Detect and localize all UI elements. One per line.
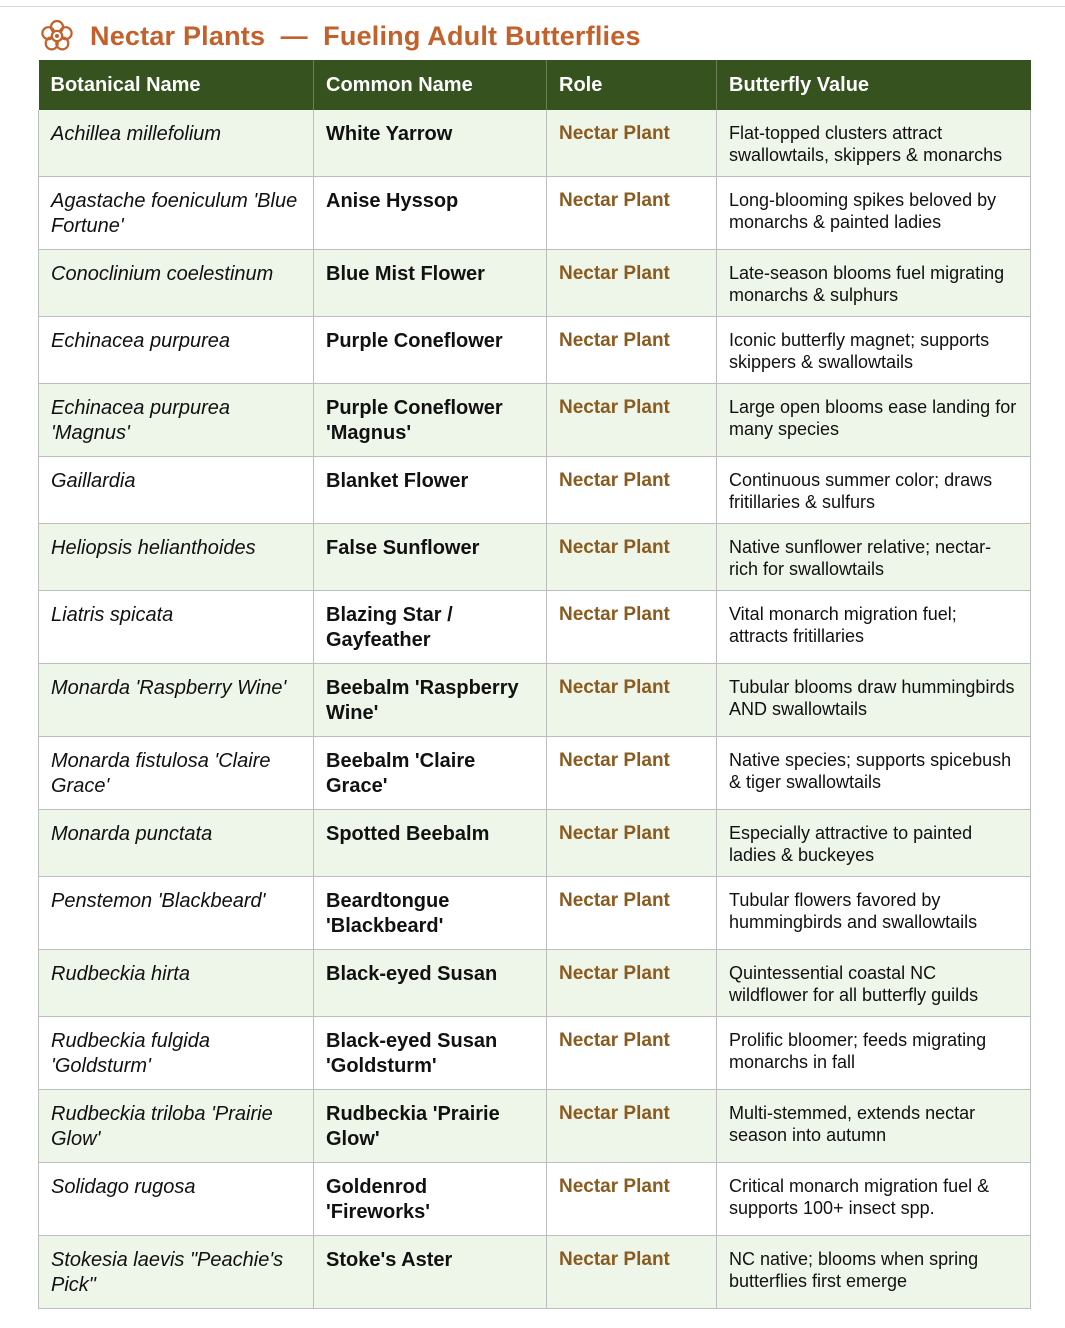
botanical-name-cell: Stokesia laevis "Peachie's Pick" bbox=[39, 1236, 314, 1309]
common-name-cell: Rudbeckia 'Prairie Glow' bbox=[314, 1090, 547, 1163]
table-body bbox=[39, 110, 1031, 1309]
botanical-name-cell: Achillea millefolium bbox=[39, 110, 314, 177]
table-row bbox=[39, 1236, 1031, 1309]
botanical-name-cell: Rudbeckia hirta bbox=[39, 950, 314, 1017]
butterfly-value-cell: Prolific bloomer; feeds migrating monarchs in fall bbox=[717, 1017, 1031, 1090]
role-cell: Nectar Plant bbox=[547, 177, 717, 250]
role-cell: Nectar Plant bbox=[547, 524, 717, 591]
common-name-cell: Purple Coneflower bbox=[314, 317, 547, 384]
botanical-name-cell: Monarda punctata bbox=[39, 810, 314, 877]
botanical-name-cell: Penstemon 'Blackbeard' bbox=[39, 877, 314, 950]
column-header-role: Role bbox=[547, 60, 717, 110]
common-name-cell: Black-eyed Susan 'Goldsturm' bbox=[314, 1017, 547, 1090]
table-row bbox=[39, 250, 1031, 317]
section-header bbox=[40, 18, 641, 54]
common-name-cell: Beebalm 'Raspberry Wine' bbox=[314, 664, 547, 737]
butterfly-value-cell: Continuous summer color; draws fritillaries & sulfurs bbox=[717, 457, 1031, 524]
role-cell: Nectar Plant bbox=[547, 384, 717, 457]
common-name-cell: Blanket Flower bbox=[314, 457, 547, 524]
butterfly-value-cell: Iconic butterfly magnet; supports skippers & swallowtails bbox=[717, 317, 1031, 384]
role-cell: Nectar Plant bbox=[547, 317, 717, 384]
role-cell: Nectar Plant bbox=[547, 664, 717, 737]
table-header-row bbox=[39, 60, 1031, 110]
butterfly-value-cell: Tubular blooms draw hummingbirds AND swallowtails bbox=[717, 664, 1031, 737]
table-row bbox=[39, 877, 1031, 950]
table-row bbox=[39, 1090, 1031, 1163]
column-header-value: Butterfly Value bbox=[717, 60, 1031, 110]
common-name-cell: Blazing Star / Gayfeather bbox=[314, 591, 547, 664]
common-name-cell: Purple Coneflower 'Magnus' bbox=[314, 384, 547, 457]
role-cell: Nectar Plant bbox=[547, 250, 717, 317]
butterfly-value-cell: Long-blooming spikes beloved by monarchs & painted ladies bbox=[717, 177, 1031, 250]
table-row bbox=[39, 664, 1031, 737]
column-header-botanical: Botanical Name bbox=[39, 60, 314, 110]
table-row bbox=[39, 810, 1031, 877]
butterfly-value-cell: Especially attractive to painted ladies & buckeyes bbox=[717, 810, 1031, 877]
role-cell: Nectar Plant bbox=[547, 1090, 717, 1163]
botanical-name-cell: Echinacea purpurea 'Magnus' bbox=[39, 384, 314, 457]
role-cell: Nectar Plant bbox=[547, 110, 717, 177]
table-row bbox=[39, 317, 1031, 384]
butterfly-value-cell: Late-season blooms fuel migrating monarchs & sulphurs bbox=[717, 250, 1031, 317]
table-row bbox=[39, 591, 1031, 664]
role-cell: Nectar Plant bbox=[547, 1236, 717, 1309]
butterfly-value-cell: Native sunflower relative; nectar-rich for swallowtails bbox=[717, 524, 1031, 591]
botanical-name-cell: Conoclinium coelestinum bbox=[39, 250, 314, 317]
role-cell: Nectar Plant bbox=[547, 457, 717, 524]
role-cell: Nectar Plant bbox=[547, 1017, 717, 1090]
botanical-name-cell: Liatris spicata bbox=[39, 591, 314, 664]
role-cell: Nectar Plant bbox=[547, 810, 717, 877]
nectar-plants-table bbox=[38, 60, 1031, 1309]
common-name-cell: Black-eyed Susan bbox=[314, 950, 547, 1017]
role-cell: Nectar Plant bbox=[547, 1163, 717, 1236]
common-name-cell: Spotted Beebalm bbox=[314, 810, 547, 877]
common-name-cell: White Yarrow bbox=[314, 110, 547, 177]
common-name-cell: False Sunflower bbox=[314, 524, 547, 591]
common-name-cell: Goldenrod 'Fireworks' bbox=[314, 1163, 547, 1236]
table-row bbox=[39, 1163, 1031, 1236]
butterfly-value-cell: Tubular flowers favored by hummingbirds and swallowtails bbox=[717, 877, 1031, 950]
role-cell: Nectar Plant bbox=[547, 737, 717, 810]
botanical-name-cell: Rudbeckia fulgida 'Goldsturm' bbox=[39, 1017, 314, 1090]
butterfly-value-cell: Large open blooms ease landing for many species bbox=[717, 384, 1031, 457]
botanical-name-cell: Echinacea purpurea bbox=[39, 317, 314, 384]
butterfly-value-cell: Vital monarch migration fuel; attracts fritillaries bbox=[717, 591, 1031, 664]
table-row bbox=[39, 737, 1031, 810]
botanical-name-cell: Solidago rugosa bbox=[39, 1163, 314, 1236]
common-name-cell: Anise Hyssop bbox=[314, 177, 547, 250]
common-name-cell: Beebalm 'Claire Grace' bbox=[314, 737, 547, 810]
botanical-name-cell: Agastache foeniculum 'Blue Fortune' bbox=[39, 177, 314, 250]
botanical-name-cell: Heliopsis helianthoides bbox=[39, 524, 314, 591]
table-row bbox=[39, 950, 1031, 1017]
table-row bbox=[39, 384, 1031, 457]
column-header-common: Common Name bbox=[314, 60, 547, 110]
role-cell: Nectar Plant bbox=[547, 877, 717, 950]
common-name-cell: Blue Mist Flower bbox=[314, 250, 547, 317]
butterfly-value-cell: NC native; blooms when spring butterflies first emerge bbox=[717, 1236, 1031, 1309]
botanical-name-cell: Monarda 'Raspberry Wine' bbox=[39, 664, 314, 737]
table-row bbox=[39, 177, 1031, 250]
common-name-cell: Beardtongue 'Blackbeard' bbox=[314, 877, 547, 950]
role-cell: Nectar Plant bbox=[547, 950, 717, 1017]
table-row bbox=[39, 524, 1031, 591]
butterfly-value-cell: Quintessential coastal NC wildflower for all butterfly guilds bbox=[717, 950, 1031, 1017]
table-row bbox=[39, 457, 1031, 524]
role-cell: Nectar Plant bbox=[547, 591, 717, 664]
botanical-name-cell: Monarda fistulosa 'Claire Grace' bbox=[39, 737, 314, 810]
botanical-name-cell: Rudbeckia triloba 'Prairie Glow' bbox=[39, 1090, 314, 1163]
butterfly-value-cell: Native species; supports spicebush & tiger swallowtails bbox=[717, 737, 1031, 810]
top-divider bbox=[0, 6, 1065, 7]
table-row bbox=[39, 1017, 1031, 1090]
table-row bbox=[39, 110, 1031, 177]
butterfly-value-cell: Multi-stemmed, extends nectar season into autumn bbox=[717, 1090, 1031, 1163]
flower-icon bbox=[40, 19, 74, 53]
common-name-cell: Stoke's Aster bbox=[314, 1236, 547, 1309]
butterfly-value-cell: Flat-topped clusters attract swallowtails, skippers & monarchs bbox=[717, 110, 1031, 177]
page-title: Nectar Plants — Fueling Adult Butterflies bbox=[90, 20, 641, 51]
butterfly-value-cell: Critical monarch migration fuel & supports 100+ insect spp. bbox=[717, 1163, 1031, 1236]
botanical-name-cell: Gaillardia bbox=[39, 457, 314, 524]
